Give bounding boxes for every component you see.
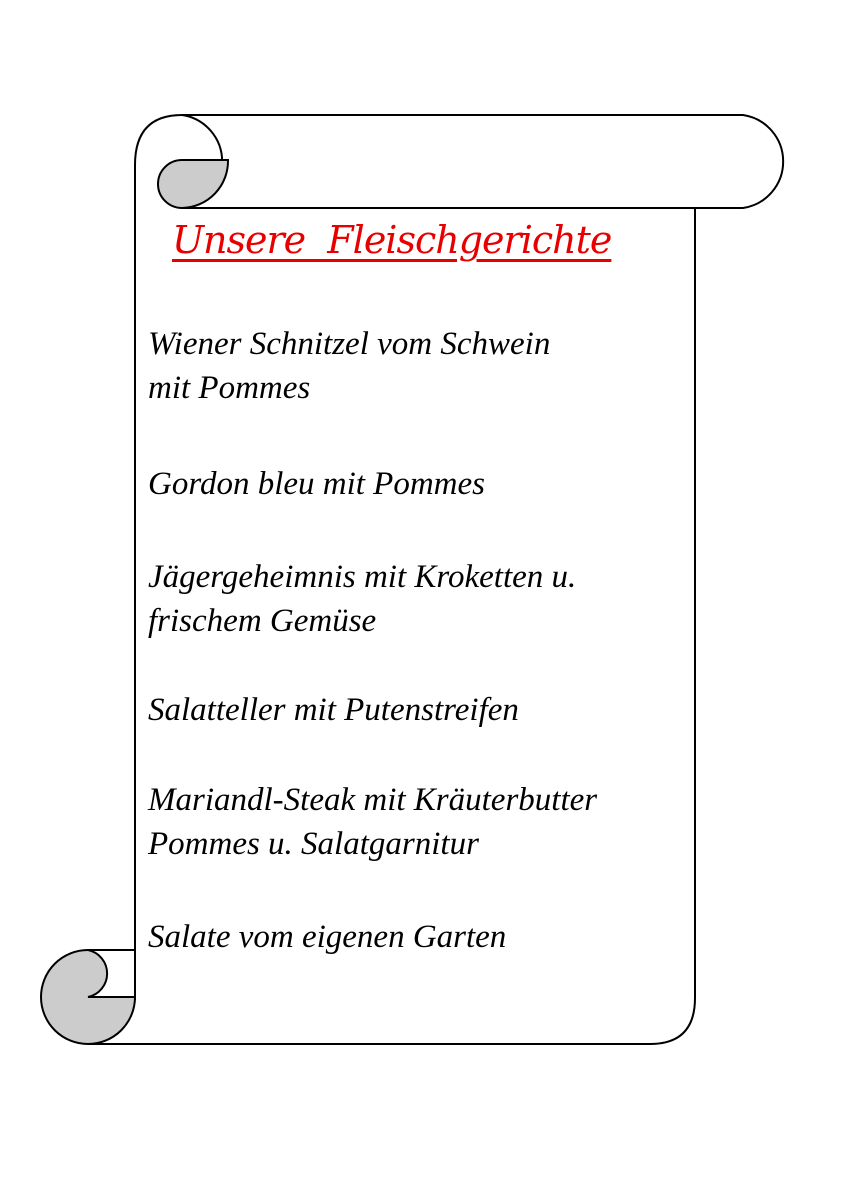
menu-item-line: Gordon bleu mit Pommes — [148, 466, 485, 502]
menu-item-line: Jägergeheimnis mit Kroketten u. — [148, 559, 577, 595]
menu-item — [148, 778, 597, 866]
menu-item-line: Pommes u. Salatgarnitur — [148, 826, 479, 862]
menu-item — [148, 915, 506, 959]
menu-item — [148, 555, 576, 643]
menu-item-line: Salate vom eigenen Garten — [148, 919, 507, 955]
menu-item — [148, 322, 550, 410]
menu-item-line: Salatteller mit Putenstreifen — [148, 692, 519, 728]
menu-item-line: Wiener Schnitzel vom Schwein — [148, 326, 551, 362]
page-title: Unsere Fleischgerichte — [172, 218, 612, 262]
menu-item-line: frischem Gemüse — [148, 603, 377, 639]
menu-item — [148, 462, 485, 506]
menu-item-line: Mariandl-Steak mit Kräuterbutter — [148, 782, 598, 818]
menu-item — [148, 688, 519, 732]
menu-item-line: mit Pommes — [148, 370, 311, 406]
